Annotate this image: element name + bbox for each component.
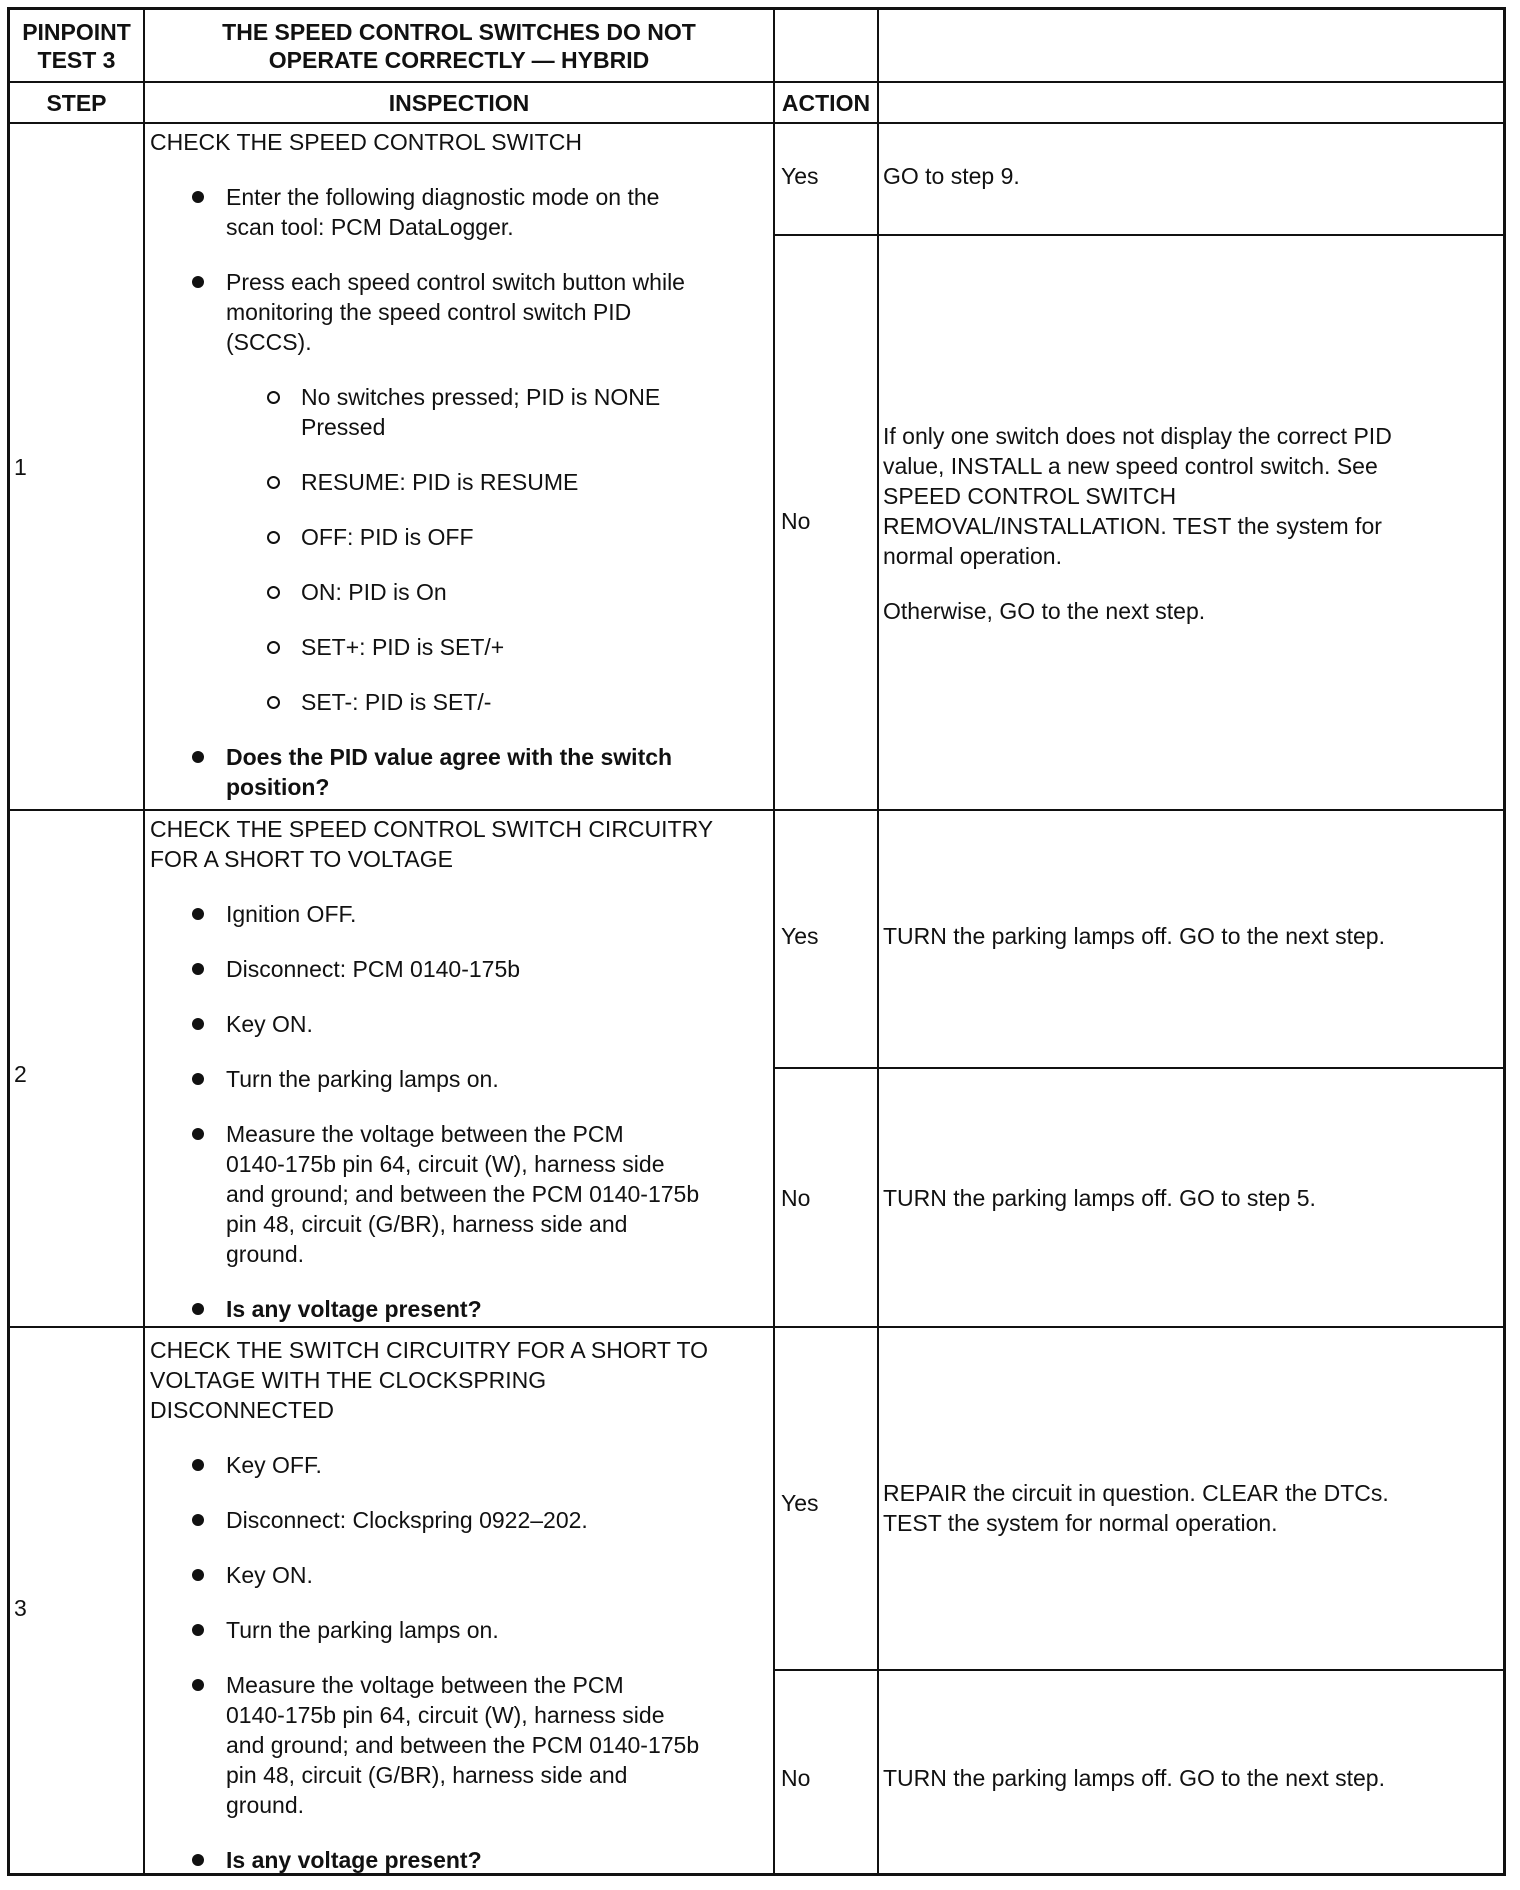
bullet-item: Key ON. [150,1009,770,1039]
step-2-question [150,1294,770,1324]
question-item: Is any voltage present? [150,1294,770,1324]
bullet-item: Measure the voltage between the PCM 0140-175b pin 64, circuit (W), harness side and ground; and between the PCM 0140-175b pin 48, circuit (G/BR), harness side and ground. [150,1670,770,1820]
step-1-question [150,742,770,802]
column-header-action: ACTION [781,89,871,116]
pinpoint-label-line1: PINPOINT [22,18,131,45]
grid-line [10,122,1506,124]
result-no-label: No [781,1765,811,1791]
grid-line [143,10,145,1876]
grid-line [773,234,1506,236]
column-header-step: STEP [46,89,107,116]
question-item: Does the PID value agree with the switch position? [150,742,770,802]
sub-item: OFF: PID is OFF [150,522,770,552]
step-3-question [150,1845,770,1875]
bullet-item: Disconnect: PCM 0140-175b [150,954,770,984]
grid-line [877,10,879,1876]
bullet-item: Disconnect: Clockspring 0922–202. [150,1505,770,1535]
bullet-item: Turn the parking lamps on. [150,1615,770,1645]
bullet-item: Key OFF. [150,1450,770,1480]
result-no-action: TURN the parking lamps off. GO to the next step. [883,1765,1385,1791]
result-yes-action: REPAIR the circuit in question. CLEAR the DTCs. TEST the system for normal operation. [883,1480,1389,1536]
test-title-line1: THE SPEED CONTROL SWITCHES DO NOT [222,18,696,45]
step-number: 3 [14,1595,27,1621]
result-no-label: No [781,1185,811,1211]
step-title: CHECK THE SWITCH CIRCUITRY FOR A SHORT TO VOLTAGE WITH THE CLOCKSPRING DISCONNECTED [150,1337,709,1423]
pinpoint-test-table [7,7,1506,1876]
grid-line [10,809,1506,811]
test-title-line2: OPERATE CORRECTLY — HYBRID [268,46,650,73]
sub-item: SET-: PID is SET/- [150,687,770,717]
result-yes-action: TURN the parking lamps off. GO to the next step. [883,923,1385,949]
bullet-item: Turn the parking lamps on. [150,1064,770,1094]
bullet-item: Press each speed control switch button while monitoring the speed control switch PID (SCCS). [150,267,770,357]
grid-line [773,10,775,1876]
result-no-action: If only one switch does not display the correct PID value, INSTALL a new speed control switch. See SPEED CONTROL SWITCH REMOVAL/INSTALLATION. TEST the system for normal operation. Otherwise, GO to the next step. [883,423,1392,624]
step-2-inspection [150,814,770,1324]
grid-line [773,1669,1506,1671]
question-item: Is any voltage present? [150,1845,770,1875]
result-no-label: No [781,508,811,534]
sub-item: RESUME: PID is RESUME [150,467,770,497]
result-yes-label: Yes [781,923,819,949]
sub-item: ON: PID is On [150,577,770,607]
pinpoint-test-label [10,10,143,81]
step-number: 1 [14,454,27,480]
test-title [145,10,773,81]
bullet-item: Ignition OFF. [150,899,770,929]
step-title: CHECK THE SPEED CONTROL SWITCH [150,129,582,155]
result-yes-label: Yes [781,163,819,189]
pinpoint-label-line2: TEST 3 [37,46,116,73]
bullet-item: Enter the following diagnostic mode on the scan tool: PCM DataLogger. [150,182,770,242]
step-number: 2 [14,1061,27,1087]
sub-item: SET+: PID is SET/+ [150,632,770,662]
step-1-sub-items [150,382,770,717]
grid-line [773,1067,1506,1069]
grid-line [10,1326,1506,1328]
pinpoint-test-page [7,7,1506,1876]
sub-item: No switches pressed; PID is NONE Pressed [150,382,770,442]
step-title: CHECK THE SPEED CONTROL SWITCH CIRCUITRY FOR A SHORT TO VOLTAGE [150,816,714,872]
column-header-inspection: INSPECTION [388,89,530,116]
result-yes-label: Yes [781,1490,819,1516]
step-3-inspection [150,1335,770,1875]
bullet-item: Key ON. [150,1560,770,1590]
result-no-action: TURN the parking lamps off. GO to step 5. [883,1185,1316,1211]
step-1-bullets [150,182,770,357]
step-2-bullets [150,899,770,1269]
step-3-bullets [150,1450,770,1820]
step-1-inspection [150,127,770,802]
bullet-item: Measure the voltage between the PCM 0140-175b pin 64, circuit (W), harness side and ground; and between the PCM 0140-175b pin 48, circuit (G/BR), harness side and ground. [150,1119,770,1269]
result-yes-action: GO to step 9. [883,163,1020,189]
